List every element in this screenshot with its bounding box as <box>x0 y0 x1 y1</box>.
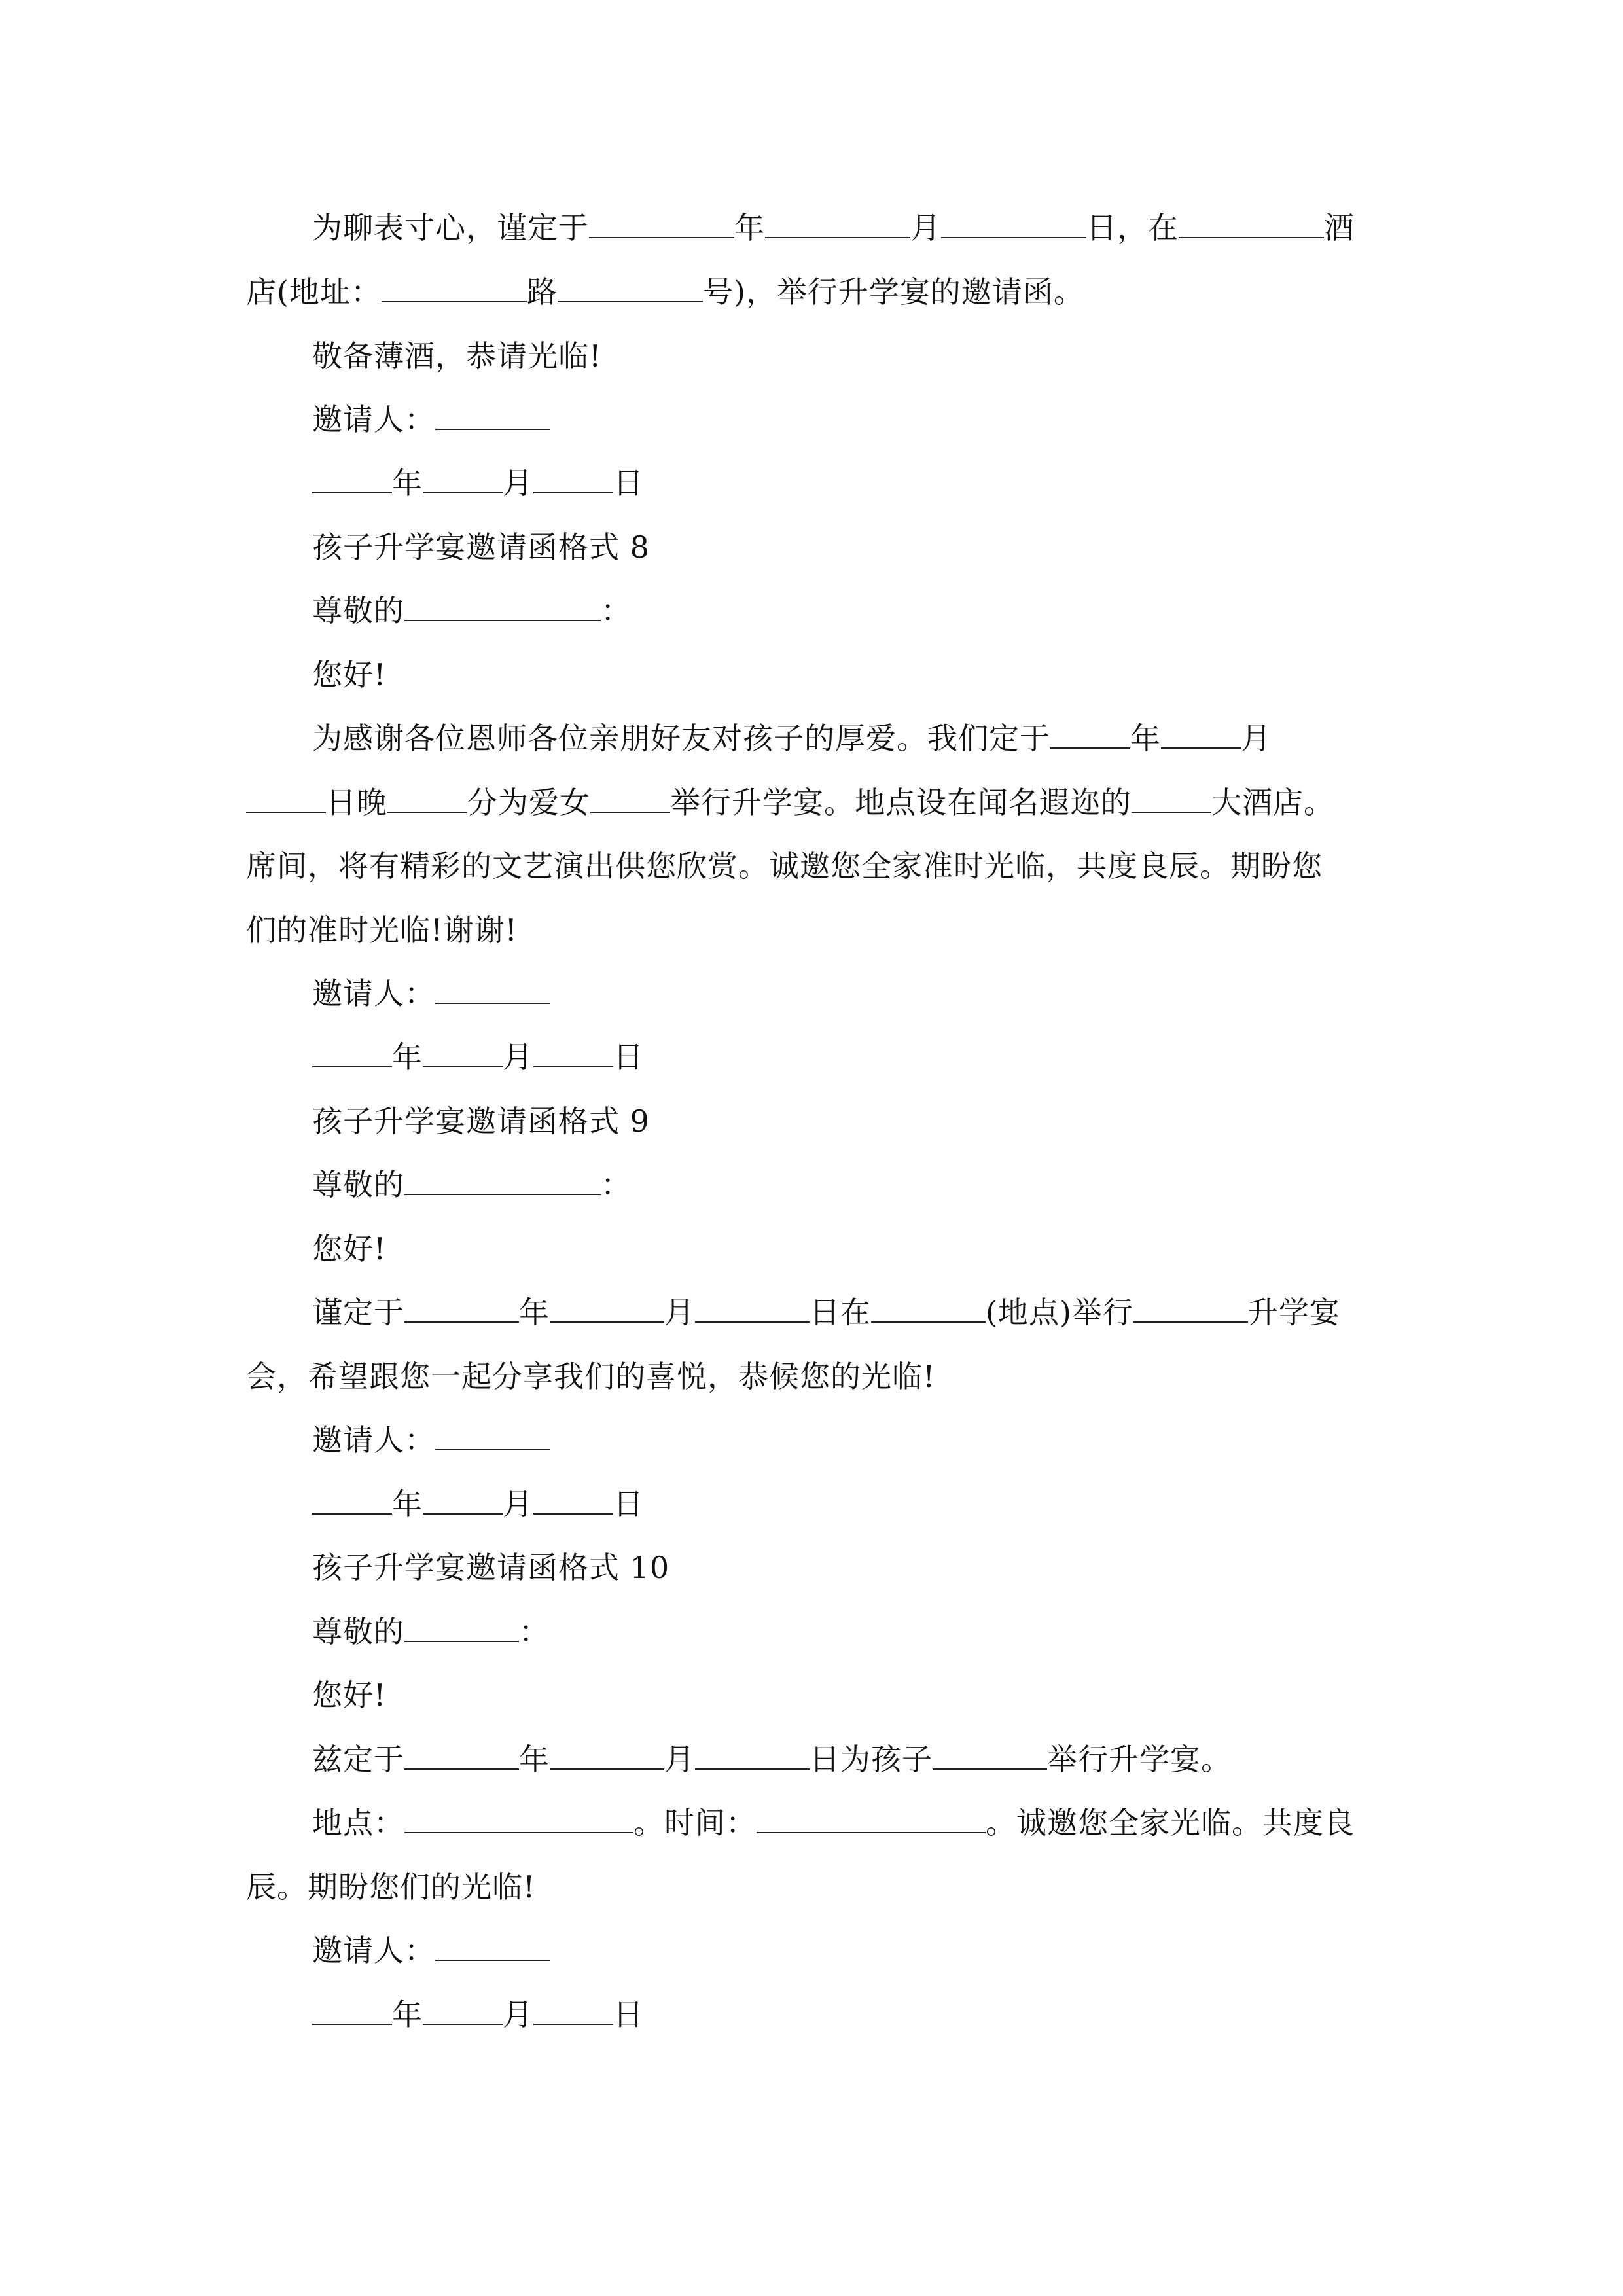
invitation-10-body-line-3: 辰。期盼您们的光临! <box>246 1869 536 1905</box>
child-name-blank <box>933 1740 1047 1770</box>
invitation-8-body-line-2: 日晚 分为爱女 举行升学宴。地点设在闻名遐迩的 大酒店。 <box>246 783 1334 822</box>
day-blank <box>941 208 1086 238</box>
year-blank <box>1050 719 1130 749</box>
year-blank <box>312 463 392 493</box>
inviter-line: 邀请人： <box>312 400 550 439</box>
invitation-10-body-line-1: 兹定于 年 月 日为孩子 举行升学宴。 <box>312 1740 1232 1779</box>
invitation-8-body-line-1: 为感谢各位恩师各位亲朋好友对孩子的厚爱。我们定于 年 月 <box>312 719 1272 758</box>
invitation-8-body-line-3: 席间，将有精彩的文艺演出供您欣赏。诚邀您全家准时光临，共度良辰。期盼您 <box>246 848 1323 884</box>
section-heading-8: 孩子升学宴邀请函格式 8 <box>312 529 650 565</box>
year-blank <box>404 1740 519 1770</box>
invitation-8-body-line-4: 们的准时光临!谢谢! <box>246 912 518 948</box>
venue-blank <box>1179 208 1324 238</box>
month-blank <box>423 1995 503 2025</box>
inviter-line: 邀请人： <box>312 974 550 1013</box>
location-blank <box>404 1803 633 1833</box>
section-heading-10: 孩子升学宴邀请函格式 10 <box>312 1550 670 1585</box>
road-blank <box>382 272 527 302</box>
name-blank <box>590 783 670 813</box>
month-blank <box>550 1293 664 1323</box>
greeting-line: 您好! <box>312 657 387 692</box>
month-blank <box>423 1484 503 1515</box>
day-blank <box>533 463 613 493</box>
closing-phrase: 敬备薄酒，恭请光临! <box>312 338 602 374</box>
year-blank <box>312 1037 392 1067</box>
number-blank <box>558 272 703 302</box>
year-blank <box>404 1293 519 1323</box>
date-line: 年 月 日 <box>312 463 644 503</box>
recipient-blank <box>404 591 601 621</box>
invitation-7-body-line-1: 为聊表寸心，谨定于 年 月 日，在 酒 <box>312 208 1355 247</box>
day-blank <box>246 783 326 813</box>
inviter-blank <box>435 400 550 430</box>
month-blank <box>1161 719 1241 749</box>
date-line: 年 月 日 <box>312 1995 644 2034</box>
day-blank <box>533 1484 613 1515</box>
year-blank <box>589 208 734 238</box>
invitation-9-body-line-2: 会，希望跟您一起分享我们的喜悦，恭候您的光临! <box>246 1359 936 1394</box>
day-blank <box>533 1037 613 1067</box>
greeting-line: 您好! <box>312 1677 387 1713</box>
location-blank <box>871 1293 986 1323</box>
day-blank <box>533 1995 613 2025</box>
inviter-line: 邀请人： <box>312 1420 550 1460</box>
section-heading-9: 孩子升学宴邀请函格式 9 <box>312 1103 650 1139</box>
year-blank <box>312 1484 392 1515</box>
recipient-blank <box>404 1612 519 1642</box>
month-blank <box>423 1037 503 1067</box>
invitation-9-body-line-1: 谨定于 年 月 日在 (地点)举行 升学宴 <box>312 1293 1340 1332</box>
time-blank <box>387 783 467 813</box>
inviter-blank <box>435 974 550 1004</box>
salutation-line: 尊敬的 ： <box>312 591 632 630</box>
date-line: 年 月 日 <box>312 1484 644 1524</box>
hotel-blank <box>1132 783 1211 813</box>
year-blank <box>312 1995 392 2025</box>
month-blank <box>765 208 910 238</box>
time-blank <box>757 1803 986 1833</box>
day-blank <box>695 1293 810 1323</box>
event-blank <box>1133 1293 1248 1323</box>
inviter-line: 邀请人： <box>312 1931 550 1970</box>
invitation-7-body-line-2: 店(地址： 路 号)，举行升学宴的邀请函。 <box>246 272 1084 312</box>
salutation-line: 尊敬的 ： <box>312 1165 632 1204</box>
month-blank <box>550 1740 664 1770</box>
date-line: 年 月 日 <box>312 1037 644 1077</box>
inviter-blank <box>435 1420 550 1450</box>
day-blank <box>695 1740 810 1770</box>
recipient-blank <box>404 1165 601 1195</box>
greeting-line: 您好! <box>312 1231 387 1266</box>
salutation-line: 尊敬的 ： <box>312 1612 550 1651</box>
inviter-blank <box>435 1931 550 1961</box>
month-blank <box>423 463 503 493</box>
invitation-10-body-line-2: 地点： 。时间： 。诚邀您全家光临。共度良 <box>312 1803 1355 1842</box>
